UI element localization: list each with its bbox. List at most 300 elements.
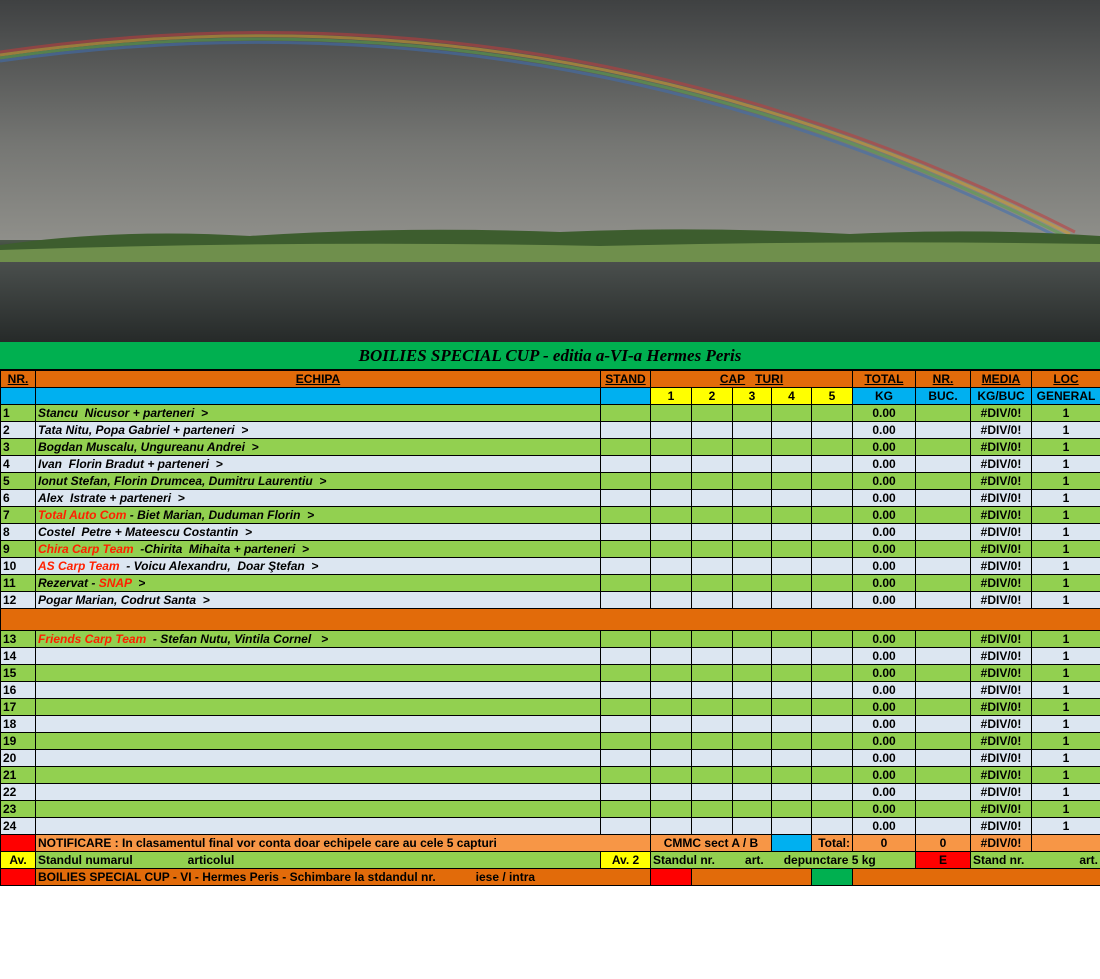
- turn-4-cell[interactable]: [772, 818, 812, 835]
- total-kg-cell: 0.00: [853, 784, 916, 801]
- turn-2-cell[interactable]: [692, 473, 733, 490]
- stand-cell[interactable]: [601, 575, 651, 592]
- turn-1-cell[interactable]: [651, 558, 692, 575]
- turn-2-cell[interactable]: [692, 558, 733, 575]
- turn-5-cell[interactable]: [812, 541, 853, 558]
- turn-3-header: 3: [733, 388, 772, 405]
- team-cell[interactable]: [36, 456, 601, 473]
- turn-4-cell[interactable]: [772, 733, 812, 750]
- stand-cell[interactable]: [601, 818, 651, 835]
- turn-4-cell[interactable]: [772, 750, 812, 767]
- row-nr: 24: [1, 818, 36, 835]
- turn-5-cell[interactable]: [812, 473, 853, 490]
- loc-cell: 1: [1032, 558, 1100, 575]
- turn-1-cell[interactable]: [651, 699, 692, 716]
- turn-2-cell[interactable]: [692, 716, 733, 733]
- turn-3-cell[interactable]: [733, 473, 772, 490]
- loc-cell: 1: [1032, 716, 1100, 733]
- row-nr: 18: [1, 716, 36, 733]
- turn-4-cell[interactable]: [772, 767, 812, 784]
- team-cell[interactable]: [36, 575, 601, 592]
- turn-3-cell[interactable]: [733, 541, 772, 558]
- turn-4-cell[interactable]: [772, 682, 812, 699]
- swap-stand-text: BOILIES SPECIAL CUP - VI - Hermes Peris - Schimbare la stdandul nr.: [38, 870, 436, 884]
- stand-cell[interactable]: [601, 473, 651, 490]
- warning-1-label: Av.: [1, 852, 36, 869]
- results-table: [0, 370, 1100, 886]
- nr-buc-cell[interactable]: [916, 592, 971, 609]
- loc-cell: 1: [1032, 682, 1100, 699]
- table-row: [1, 784, 1100, 801]
- col-echipa-header: ECHIPA: [36, 371, 601, 388]
- media-cell: #DIV/0!: [971, 665, 1032, 682]
- stand-cell[interactable]: [601, 490, 651, 507]
- total-kg-cell: 0.00: [853, 507, 916, 524]
- turn-5-cell[interactable]: [812, 665, 853, 682]
- turn-1-cell[interactable]: [651, 473, 692, 490]
- table-row: [1, 682, 1100, 699]
- row-nr: 13: [1, 631, 36, 648]
- stand-cell[interactable]: [601, 631, 651, 648]
- warning-1-text[interactable]: [36, 852, 601, 869]
- turn-2-cell[interactable]: [692, 592, 733, 609]
- media-cell: #DIV/0!: [971, 733, 1032, 750]
- turn-2-cell[interactable]: [692, 575, 733, 592]
- team-cell[interactable]: [36, 682, 601, 699]
- team-name: - Stefan Nutu, Vintila Cornel >: [146, 632, 329, 646]
- turn-3-cell[interactable]: [733, 422, 772, 439]
- turn-1-cell[interactable]: [651, 524, 692, 541]
- nr-buc-cell[interactable]: [916, 422, 971, 439]
- turn-3-cell[interactable]: [733, 767, 772, 784]
- turn-4-cell[interactable]: [772, 592, 812, 609]
- turn-2-cell[interactable]: [692, 439, 733, 456]
- turn-2-cell[interactable]: [692, 784, 733, 801]
- turn-1-cell[interactable]: [651, 665, 692, 682]
- total-kg-cell: 0.00: [853, 665, 916, 682]
- col-capturi-header: CAP TURI: [651, 371, 853, 388]
- turn-4-cell[interactable]: [772, 439, 812, 456]
- media-cell: #DIV/0!: [971, 767, 1032, 784]
- team-cell[interactable]: [36, 473, 601, 490]
- turn-1-header: 1: [651, 388, 692, 405]
- turn-4-cell[interactable]: [772, 648, 812, 665]
- team-cell[interactable]: [36, 699, 601, 716]
- team-cell[interactable]: [36, 801, 601, 818]
- turn-1-cell[interactable]: [651, 456, 692, 473]
- stand-cell[interactable]: [601, 648, 651, 665]
- group-separator: [1, 609, 1100, 631]
- turn-3-cell[interactable]: [733, 456, 772, 473]
- team-name: Tata Nitu, Popa Gabriel + parteneri >: [38, 423, 249, 437]
- turn-1-cell[interactable]: [651, 422, 692, 439]
- turn-5-cell[interactable]: [812, 750, 853, 767]
- table-row: [1, 456, 1100, 473]
- stand-cell[interactable]: [601, 456, 651, 473]
- row-nr: 4: [1, 456, 36, 473]
- row-nr: 5: [1, 473, 36, 490]
- stand-cell[interactable]: [601, 439, 651, 456]
- nr-buc-cell[interactable]: [916, 490, 971, 507]
- turn-1-cell[interactable]: [651, 541, 692, 558]
- turn-3-cell[interactable]: [733, 558, 772, 575]
- team-cell[interactable]: [36, 648, 601, 665]
- loc-cell: 1: [1032, 750, 1100, 767]
- turn-5-cell[interactable]: [812, 456, 853, 473]
- turn-1-cell[interactable]: [651, 733, 692, 750]
- loc-cell: 1: [1032, 575, 1100, 592]
- row-nr: 23: [1, 801, 36, 818]
- row-nr: 14: [1, 648, 36, 665]
- turn-3-cell[interactable]: [733, 490, 772, 507]
- table-row: [1, 558, 1100, 575]
- nr-buc-cell[interactable]: [916, 750, 971, 767]
- team-sponsor: Friends Carp Team: [38, 632, 147, 646]
- turn-3-cell[interactable]: [733, 818, 772, 835]
- turn-1-cell[interactable]: [651, 648, 692, 665]
- turn-5-cell[interactable]: [812, 422, 853, 439]
- turn-3-cell[interactable]: [733, 648, 772, 665]
- turn-4-cell[interactable]: [772, 716, 812, 733]
- turn-3-cell[interactable]: [733, 699, 772, 716]
- stand-cell[interactable]: [601, 592, 651, 609]
- total-label: Total:: [812, 835, 853, 852]
- stand-cell[interactable]: [601, 558, 651, 575]
- turn-1-cell[interactable]: [651, 767, 692, 784]
- table-row: [1, 631, 1100, 648]
- nr-buc-cell[interactable]: [916, 541, 971, 558]
- turn-5-cell[interactable]: [812, 682, 853, 699]
- turn-2-cell[interactable]: [692, 422, 733, 439]
- stand-cell[interactable]: [601, 405, 651, 422]
- media-cell: #DIV/0!: [971, 507, 1032, 524]
- loc-cell: 1: [1032, 818, 1100, 835]
- team-cell[interactable]: [36, 490, 601, 507]
- nr-buc-cell[interactable]: [916, 405, 971, 422]
- table-row: [1, 750, 1100, 767]
- turn-5-cell[interactable]: [812, 524, 853, 541]
- team-cell[interactable]: [36, 733, 601, 750]
- kg-subheader: KG: [853, 388, 916, 405]
- turn-2-cell[interactable]: [692, 665, 733, 682]
- nr-buc-cell[interactable]: [916, 733, 971, 750]
- turn-1-cell[interactable]: [651, 682, 692, 699]
- swap-text[interactable]: [36, 869, 651, 886]
- table-row: [1, 716, 1100, 733]
- turn-1-cell[interactable]: [651, 507, 692, 524]
- turn-4-cell[interactable]: [772, 507, 812, 524]
- media-cell: #DIV/0!: [971, 422, 1032, 439]
- media-cell: #DIV/0!: [971, 558, 1032, 575]
- warning-2-text[interactable]: [651, 852, 916, 869]
- turn-5-cell[interactable]: [812, 733, 853, 750]
- team-cell[interactable]: [36, 558, 601, 575]
- nr-buc-cell[interactable]: [916, 716, 971, 733]
- turn-2-cell[interactable]: [692, 750, 733, 767]
- row-nr: 1: [1, 405, 36, 422]
- turn-5-cell[interactable]: [812, 575, 853, 592]
- table-row: [1, 473, 1100, 490]
- turn-3-cell[interactable]: [733, 784, 772, 801]
- total-kg-cell: 0.00: [853, 682, 916, 699]
- turn-3-cell[interactable]: [733, 716, 772, 733]
- turn-3-cell[interactable]: [733, 750, 772, 767]
- media-cell: #DIV/0!: [971, 575, 1032, 592]
- turn-4-cell[interactable]: [772, 631, 812, 648]
- stand-cell[interactable]: [601, 541, 651, 558]
- turn-2-cell[interactable]: [692, 767, 733, 784]
- nr-buc-cell[interactable]: [916, 767, 971, 784]
- turn-4-cell[interactable]: [772, 665, 812, 682]
- media-cell: #DIV/0!: [971, 524, 1032, 541]
- team-cell[interactable]: [36, 541, 601, 558]
- turn-5-cell[interactable]: [812, 507, 853, 524]
- turn-1-cell[interactable]: [651, 750, 692, 767]
- team-cell[interactable]: [36, 784, 601, 801]
- stand-cell[interactable]: [601, 801, 651, 818]
- loc-cell: 1: [1032, 490, 1100, 507]
- media-cell: #DIV/0!: [971, 648, 1032, 665]
- turn-4-cell[interactable]: [772, 456, 812, 473]
- total-kg-cell: 0.00: [853, 631, 916, 648]
- col-stand-header: STAND: [601, 371, 651, 388]
- team-cell[interactable]: [36, 767, 601, 784]
- team-cell[interactable]: [36, 665, 601, 682]
- stand-cell[interactable]: [601, 733, 651, 750]
- total-kg-cell: 0.00: [853, 439, 916, 456]
- loc-cell: 1: [1032, 524, 1100, 541]
- stand-cell[interactable]: [601, 784, 651, 801]
- turn-2-cell[interactable]: [692, 682, 733, 699]
- total-kg-cell: 0.00: [853, 648, 916, 665]
- nr-buc-cell[interactable]: [916, 784, 971, 801]
- team-name: Rezervat -: [38, 576, 99, 590]
- turn-3-cell[interactable]: [733, 507, 772, 524]
- stand-cell[interactable]: [601, 750, 651, 767]
- team-name: Ivan Florin Bradut + parteneri >: [38, 457, 223, 471]
- team-cell[interactable]: [36, 750, 601, 767]
- turn-5-cell[interactable]: [812, 716, 853, 733]
- turn-3-cell[interactable]: [733, 631, 772, 648]
- turn-1-cell[interactable]: [651, 405, 692, 422]
- col-total-header: TOTAL: [853, 371, 916, 388]
- general-subheader: GENERAL: [1032, 388, 1100, 405]
- media-cell: #DIV/0!: [971, 439, 1032, 456]
- turn-4-cell[interactable]: [772, 490, 812, 507]
- stand-cell[interactable]: [601, 767, 651, 784]
- stand-cell[interactable]: [601, 682, 651, 699]
- media-cell: #DIV/0!: [971, 490, 1032, 507]
- nr-buc-cell[interactable]: [916, 524, 971, 541]
- turn-3-cell[interactable]: [733, 682, 772, 699]
- turn-2-cell[interactable]: [692, 699, 733, 716]
- nr-buc-cell[interactable]: [916, 818, 971, 835]
- turn-1-cell[interactable]: [651, 631, 692, 648]
- team-name: Costel Petre + Mateescu Costantin >: [38, 525, 253, 539]
- turn-2-cell[interactable]: [692, 733, 733, 750]
- nr-buc-cell[interactable]: [916, 682, 971, 699]
- nr-buc-cell[interactable]: [916, 665, 971, 682]
- turn-3-cell[interactable]: [733, 575, 772, 592]
- team-name: Stancu Nicusor + parteneri >: [38, 406, 209, 420]
- turn-4-cell[interactable]: [772, 558, 812, 575]
- lake-rainbow-photo: [0, 0, 1100, 342]
- turn-4-cell[interactable]: [772, 784, 812, 801]
- stand-cell[interactable]: [601, 422, 651, 439]
- turn-5-cell[interactable]: [812, 490, 853, 507]
- team-cell[interactable]: [36, 631, 601, 648]
- team-cell[interactable]: [36, 818, 601, 835]
- turn-1-cell[interactable]: [651, 716, 692, 733]
- media-cell: #DIV/0!: [971, 592, 1032, 609]
- notice-row: [1, 835, 1100, 852]
- nr-buc-cell[interactable]: [916, 507, 971, 524]
- turn-4-cell[interactable]: [772, 524, 812, 541]
- nr-buc-cell[interactable]: [916, 801, 971, 818]
- buc-sum: 0: [916, 835, 971, 852]
- nr-buc-cell[interactable]: [916, 473, 971, 490]
- turn-1-cell[interactable]: [651, 801, 692, 818]
- loc-cell: 1: [1032, 405, 1100, 422]
- turn-2-cell[interactable]: [692, 405, 733, 422]
- stand-cell[interactable]: [601, 507, 651, 524]
- turn-5-cell[interactable]: [812, 631, 853, 648]
- warning-2-article: art.: [745, 853, 764, 867]
- turn-5-cell[interactable]: [812, 648, 853, 665]
- nr-buc-cell[interactable]: [916, 648, 971, 665]
- nr-buc-cell[interactable]: [916, 456, 971, 473]
- turn-5-cell[interactable]: [812, 818, 853, 835]
- col-media-header: MEDIA: [971, 371, 1032, 388]
- turn-4-cell[interactable]: [772, 699, 812, 716]
- notice-text: NOTIFICARE : In clasamentul final vor conta doar echipele care au cele 5 capturi: [36, 835, 651, 852]
- elimination-article: art.: [1079, 853, 1098, 867]
- turn-2-cell[interactable]: [692, 541, 733, 558]
- nr-buc-cell[interactable]: [916, 558, 971, 575]
- turn-1-cell[interactable]: [651, 784, 692, 801]
- turn-3-cell[interactable]: [733, 733, 772, 750]
- col-loc-header: LOC: [1032, 371, 1100, 388]
- media-cell: #DIV/0!: [971, 784, 1032, 801]
- turn-2-cell[interactable]: [692, 631, 733, 648]
- turn-2-cell[interactable]: [692, 490, 733, 507]
- turn-2-cell[interactable]: [692, 801, 733, 818]
- total-kg-cell: 0.00: [853, 767, 916, 784]
- team-cell[interactable]: [36, 507, 601, 524]
- team-cell[interactable]: [36, 716, 601, 733]
- team-cell[interactable]: [36, 422, 601, 439]
- turn-3-cell[interactable]: [733, 405, 772, 422]
- total-kg-cell: 0.00: [853, 422, 916, 439]
- elimination-text[interactable]: [971, 852, 1100, 869]
- turn-5-cell[interactable]: [812, 439, 853, 456]
- table-row: [1, 818, 1100, 835]
- turn-3-cell[interactable]: [733, 439, 772, 456]
- turn-4-cell[interactable]: [772, 541, 812, 558]
- turn-2-cell[interactable]: [692, 524, 733, 541]
- turn-3-cell[interactable]: [733, 524, 772, 541]
- table-row: [1, 592, 1100, 609]
- turn-5-cell[interactable]: [812, 767, 853, 784]
- turn-2-cell[interactable]: [692, 507, 733, 524]
- col-nrbuc-header: NR.: [916, 371, 971, 388]
- nr-buc-cell[interactable]: [916, 575, 971, 592]
- stand-cell[interactable]: [601, 716, 651, 733]
- loc-cell: 1: [1032, 648, 1100, 665]
- turn-1-cell[interactable]: [651, 490, 692, 507]
- turn-5-cell[interactable]: [812, 801, 853, 818]
- sheet-title: BOILIES SPECIAL CUP - editia a-VI-a Hermes Peris: [358, 345, 742, 365]
- turn-3-cell[interactable]: [733, 592, 772, 609]
- nr-buc-cell[interactable]: [916, 631, 971, 648]
- turn-5-cell[interactable]: [812, 699, 853, 716]
- loc-sum: [1032, 835, 1100, 852]
- nr-buc-cell[interactable]: [916, 699, 971, 716]
- table-row: [1, 405, 1100, 422]
- row-nr: 20: [1, 750, 36, 767]
- team-cell[interactable]: [36, 524, 601, 541]
- turn-4-cell[interactable]: [772, 422, 812, 439]
- turn-1-cell[interactable]: [651, 575, 692, 592]
- turn-5-cell[interactable]: [812, 405, 853, 422]
- row-nr: 17: [1, 699, 36, 716]
- turn-4-cell[interactable]: [772, 473, 812, 490]
- loc-cell: 1: [1032, 801, 1100, 818]
- total-kg-cell: 0.00: [853, 456, 916, 473]
- turn-4-header: 4: [772, 388, 812, 405]
- turn-2-cell[interactable]: [692, 818, 733, 835]
- media-cell: #DIV/0!: [971, 699, 1032, 716]
- stand-cell[interactable]: [601, 524, 651, 541]
- turn-5-cell[interactable]: [812, 558, 853, 575]
- turn-4-cell[interactable]: [772, 575, 812, 592]
- turn-2-cell[interactable]: [692, 648, 733, 665]
- team-name: - Voicu Alexandru, Doar Ştefan >: [119, 559, 319, 573]
- turn-1-cell[interactable]: [651, 439, 692, 456]
- turn-4-cell[interactable]: [772, 405, 812, 422]
- row-nr: 11: [1, 575, 36, 592]
- turn-5-cell[interactable]: [812, 784, 853, 801]
- turn-1-cell[interactable]: [651, 592, 692, 609]
- table-row: [1, 490, 1100, 507]
- table-row: [1, 507, 1100, 524]
- team-cell[interactable]: [36, 439, 601, 456]
- team-sponsor: SNAP: [98, 576, 132, 590]
- total-kg-cell: 0.00: [853, 558, 916, 575]
- stand-cell[interactable]: [601, 665, 651, 682]
- row-nr: 21: [1, 767, 36, 784]
- stand-cell[interactable]: [601, 699, 651, 716]
- turn-5-cell[interactable]: [812, 592, 853, 609]
- media-sum: #DIV/0!: [971, 835, 1032, 852]
- turn-3-cell[interactable]: [733, 801, 772, 818]
- media-cell: #DIV/0!: [971, 716, 1032, 733]
- nr-buc-cell[interactable]: [916, 439, 971, 456]
- media-cell: #DIV/0!: [971, 818, 1032, 835]
- total-kg-cell: 0.00: [853, 733, 916, 750]
- media-cell: #DIV/0!: [971, 541, 1032, 558]
- team-cell[interactable]: [36, 405, 601, 422]
- swap-orange-cell: [692, 869, 812, 886]
- swap-green-cell: [812, 869, 853, 886]
- turn-1-cell[interactable]: [651, 818, 692, 835]
- team-cell[interactable]: [36, 592, 601, 609]
- turn-3-cell[interactable]: [733, 665, 772, 682]
- row-nr: 8: [1, 524, 36, 541]
- turn-4-cell[interactable]: [772, 801, 812, 818]
- turn-2-cell[interactable]: [692, 456, 733, 473]
- warnings-row: [1, 852, 1100, 869]
